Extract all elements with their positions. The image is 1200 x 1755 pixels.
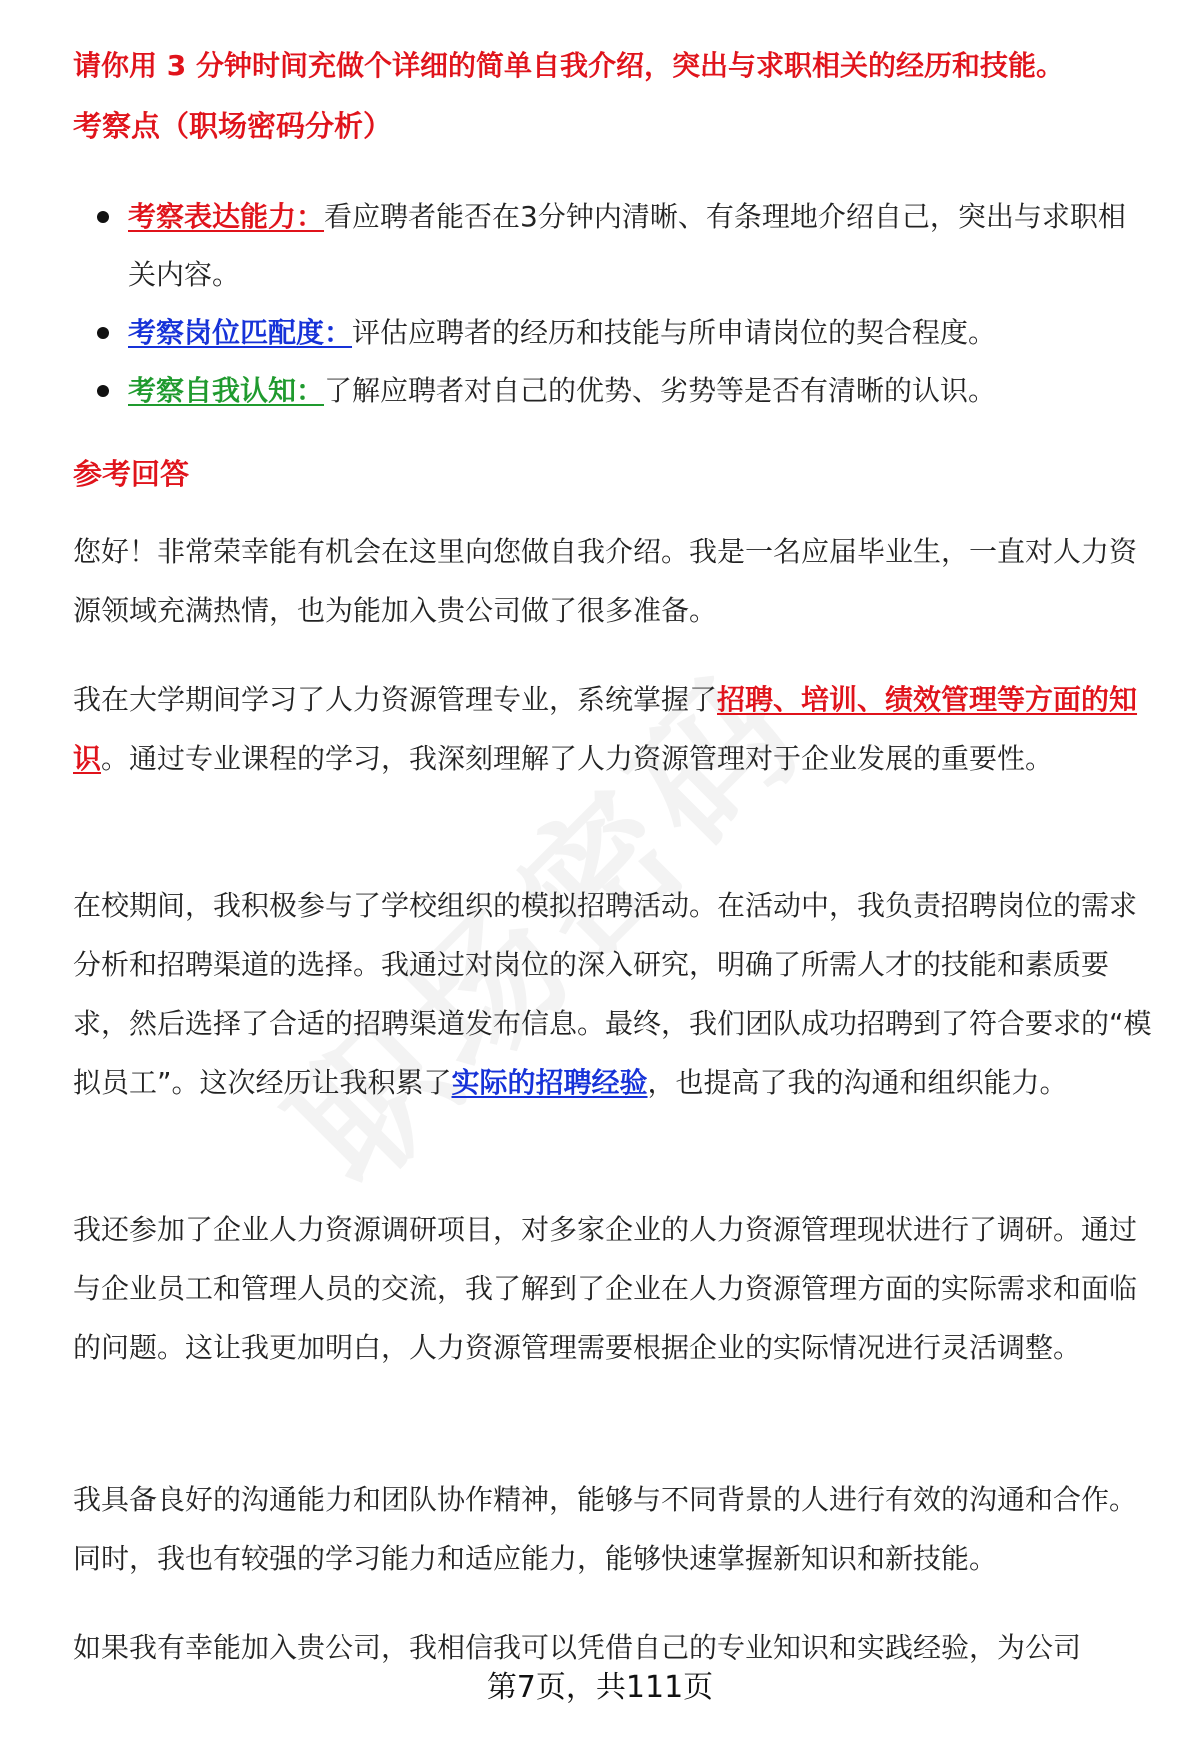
paragraph-text: 我在大学期间学习了人力资源管理专业，系统掌握了 xyxy=(73,683,718,716)
page-number: 第7页，共111页 xyxy=(486,1670,714,1705)
paragraph-text: 。通过专业课程的学习，我深刻理解了人力资源管理对于企业发展的重要性。 xyxy=(101,742,1054,775)
point-text: 评估应聘者的经历和技能与所申请岗位的契合程度。 xyxy=(352,316,997,349)
paragraph-text: 在校期间，我积极参与了学校组织的模拟招聘活动。在活动中，我负责招聘岗位的需求分析和招聘渠道的选择。我通过对岗位的深入研究，明确了所需人才的技能和素质要求，然后选择了合适的招聘渠道发布信息。最终，我们团队成功招聘到了符合要求的“模拟员工”。这次经历让我积累了 xyxy=(73,889,1152,1099)
bullet-icon xyxy=(97,385,109,397)
bullet-icon xyxy=(97,211,109,223)
point-label: 考察表达能力： xyxy=(128,200,325,233)
point-label: 考察自我认知： xyxy=(128,374,325,407)
list-item xyxy=(73,188,1153,304)
list-item xyxy=(73,304,1153,362)
section-heading-answer: 参考回答 xyxy=(73,457,190,491)
answer-paragraph-2 xyxy=(73,670,1153,788)
point-label: 考察岗位匹配度： xyxy=(128,316,353,349)
section-heading-points: 考察点（职场密码分析） xyxy=(73,109,393,143)
answer-paragraph-5: 我具备良好的沟通能力和团队协作精神，能够与不同背景的人进行有效的沟通和合作。同时，我也有较强的学习能力和适应能力，能够快速掌握新知识和新技能。 xyxy=(73,1483,1138,1575)
highlight-experience: 实际的招聘经验 xyxy=(451,1066,648,1099)
answer-paragraph-1: 您好！非常荣幸能有机会在这里向您做自我介绍。我是一名应届毕业生，一直对人力资源领域充满热情，也为能加入贵公司做了很多准备。 xyxy=(73,535,1138,627)
paragraph-text: ，也提高了我的沟通和组织能力。 xyxy=(647,1066,1068,1099)
question-text-cropped: 请你用 3 分钟时间充做个详细的简单自我介绍，突出与求职相关的经历和技能。 xyxy=(73,49,1064,82)
point-text: 了解应聘者对自己的优势、劣势等是否有清晰的认识。 xyxy=(324,374,997,407)
points-list xyxy=(73,188,1153,420)
point-text: 看应聘者能否在3分钟内清晰、有条理地介绍自己，突出与求职相关内容。 xyxy=(128,200,1126,291)
question-text xyxy=(73,28,1153,98)
answer-paragraph-4: 我还参加了企业人力资源调研项目，对多家企业的人力资源管理现状进行了调研。通过与企业员工和管理人员的交流，我了解到了企业在人力资源管理方面的实际需求和面临的问题。这让我更加明白，人力资源管理需要根据企业的实际情况进行灵活调整。 xyxy=(73,1213,1138,1364)
answer-paragraph-3 xyxy=(73,876,1153,1112)
highlight-knowledge: 招聘、培训、绩效管理等方面的知识 xyxy=(73,683,1138,775)
list-item xyxy=(73,362,1153,420)
bullet-icon xyxy=(97,327,109,339)
answer-paragraph-6: 如果我有幸能加入贵公司，我相信我可以凭借自己的专业知识和实践经验，为公司 xyxy=(73,1631,1082,1664)
